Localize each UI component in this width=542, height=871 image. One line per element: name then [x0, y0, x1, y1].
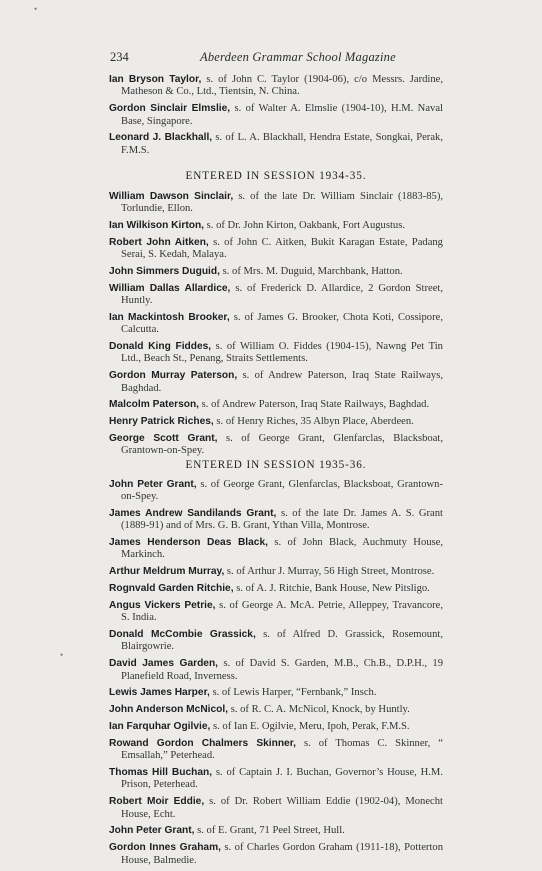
entry-description: s. of Frederick D. Allardice, 2 Gordon Street, Huntly. — [121, 282, 444, 307]
entries-list-1934 — [109, 191, 443, 458]
entry-item — [109, 399, 443, 411]
entry-name: Lewis James Harper, — [109, 687, 210, 699]
entry-description: s. of Arthur J. Murray, 56 High Street, Montrose. — [224, 566, 435, 578]
entry-item — [109, 738, 443, 763]
entry-item — [109, 220, 443, 232]
entry-name: Gordon Murray Paterson, — [109, 370, 238, 382]
entry-item — [109, 479, 443, 504]
entry-name: William Dallas Allardice, — [109, 282, 231, 294]
entry-name: John Simmers Duguid, — [109, 265, 220, 277]
entry-name: Leonard J. Blackhall, — [109, 132, 213, 144]
entry-description: s. of Henry Riches, 35 Albyn Place, Aberdeen. — [213, 416, 414, 428]
entry-description: s. of Charles Gordon Graham (1911-18), Potterton House, Balmedie. — [121, 842, 443, 866]
entry-description: s. of the late Dr. James A. S. Grant (1889-91) and of Mrs. G. B. Grant, Ythan Villa, Montrose. — [121, 507, 443, 532]
entry-name: John Anderson McNicol, — [109, 704, 229, 716]
entry-item — [109, 566, 443, 578]
entry-name: Henry Patrick Riches, — [109, 416, 214, 428]
entry-description: s. of John C. Taylor (1904-06), c/o Messrs. Jardine, Matheson & Co., Ltd., Tientsin, N. China. — [121, 74, 444, 98]
entry-item — [109, 704, 443, 716]
entry-description: s. of Ian E. Ogilvie, Meru, Ipoh, Perak, F.M.S. — [210, 721, 410, 733]
entry-description: s. of A. J. Ritchie, Bank House, New Pitsligo. — [233, 583, 430, 595]
entry-item — [109, 629, 443, 654]
entry-item — [109, 312, 443, 337]
entry-description: s. of E. Grant, 71 Peel Street, Hull. — [194, 825, 345, 837]
entry-name: Ian Mackintosh Brooker, — [109, 311, 230, 323]
speck-mark: • — [60, 650, 64, 660]
section-heading-1934: ENTERED IN SESSION 1934-35. — [185, 170, 367, 183]
continued-entries-list — [109, 74, 443, 157]
entry-description: s. of James G. Brooker, Chota Koti, Cossipore, Calcutta. — [121, 311, 443, 336]
entry-description: s. of David S. Garden, M.B., Ch.B., D.P.H., 19 Planefield Road, Inverness. — [121, 658, 444, 682]
entry-item — [109, 237, 443, 262]
entry-description: s. of John C. Aitken, Bukit Karagan Estate, Padang Serai, S. Kedah, Malaya. — [121, 236, 443, 261]
entry-name: Ian Farquhar Ogilvie, — [109, 721, 211, 733]
entry-name: Robert John Aitken, — [109, 236, 209, 248]
entry-item — [109, 103, 443, 128]
entry-description: s. of Captain J. I. Buchan, Governor’s House, H.M. Prison, Peterhead. — [121, 767, 443, 791]
entry-description: s. of R. C. A. McNicol, Knock, by Huntly. — [228, 704, 410, 716]
entry-description: s. of George Grant, Glenfarclas, Blacksboat, Grantown-on-Spey. — [121, 433, 444, 457]
entry-name: Rognvald Garden Ritchie, — [109, 583, 234, 595]
entry-item — [109, 842, 443, 867]
entry-description: s. of Walter A. Elmslie (1904-10), H.M. Naval Base, Singapore. — [121, 103, 443, 127]
entry-item — [109, 767, 443, 792]
entry-name: Angus Vickers Petrie, — [109, 599, 216, 611]
entry-item — [109, 687, 443, 699]
entry-description: s. of George A. McA. Petrie, Alleppey, Travancore, S. India. — [121, 599, 443, 624]
entry-description: s. of Andrew Paterson, Iraq State Railways, Baghdad. — [121, 370, 443, 394]
entry-description: s. of Mrs. M. Duguid, Marchbank, Hatton. — [219, 265, 403, 277]
entry-item — [109, 341, 443, 366]
entry-item — [109, 796, 443, 821]
entry-name: Ian Wilkison Kirton, — [109, 219, 204, 231]
entries-list-1935 — [109, 479, 443, 867]
entry-item — [109, 132, 443, 157]
entry-name: Thomas Hill Buchan, — [109, 767, 213, 779]
entry-item — [109, 74, 443, 99]
entry-name: James Henderson Deas Black, — [109, 537, 268, 549]
entry-name: John Peter Grant, — [109, 825, 195, 837]
entry-item — [109, 600, 443, 625]
entry-name: Gordon Innes Graham, — [109, 842, 221, 854]
entry-name: John Peter Grant, — [109, 478, 197, 490]
entry-item — [109, 658, 443, 683]
entry-name: Donald McCombie Grassick, — [109, 629, 256, 641]
entry-name: George Scott Grant, — [109, 433, 218, 445]
entry-description: s. of Dr. Robert William Eddie (1902-04), Monecht House, Echt. — [121, 796, 443, 820]
entry-description: s. of Andrew Paterson, Iraq State Railways, Baghdad. — [199, 399, 430, 411]
entry-item — [109, 416, 443, 428]
page-number: 234 — [110, 50, 129, 64]
section-heading-1935: ENTERED IN SESSION 1935-36. — [185, 459, 367, 472]
entry-description: s. of Alfred D. Grassick, Rosemount, Blairgowrie. — [121, 629, 443, 653]
entry-item — [109, 191, 443, 216]
entry-description: s. of William O. Fiddes (1904-15), Nawng Pet Tin Ltd., Beach St., Penang, Straits Settlements. — [121, 341, 443, 365]
entry-item — [109, 370, 443, 395]
entry-item — [109, 283, 443, 308]
entry-description: s. of George Grant, Glenfarclas, Blacksboat, Grantown-on-Spey. — [121, 478, 443, 503]
page-content — [109, 74, 443, 871]
entry-name: Robert Moir Eddie, — [109, 796, 205, 808]
entry-description: s. of Dr. John Kirton, Oakbank, Fort Augustus. — [204, 219, 405, 231]
entry-name: David James Garden, — [109, 658, 219, 670]
entry-name: Arthur Meldrum Murray, — [109, 566, 225, 578]
entry-description: s. of John Black, Auchmuty House, Markinch. — [121, 537, 444, 561]
entry-name: Rowand Gordon Chalmers Skinner, — [109, 737, 296, 749]
entry-description: s. of L. A. Blackhall, Hendra Estate, Songkai, Perak, F.M.S. — [121, 132, 443, 156]
entry-item — [109, 537, 443, 562]
entry-item — [109, 583, 443, 595]
entry-name: James Andrew Sandilands Grant, — [109, 507, 277, 519]
entry-name: Malcolm Paterson, — [109, 399, 200, 411]
entry-item — [109, 433, 443, 458]
entry-item — [109, 721, 443, 733]
entry-item — [109, 266, 443, 278]
entry-name: Gordon Sinclair Elmslie, — [109, 103, 231, 115]
running-title: Aberdeen Grammar School Magazine — [200, 50, 396, 64]
speck-mark: • — [34, 4, 38, 14]
entry-name: William Dawson Sinclair, — [109, 190, 234, 202]
entry-description: s. of Lewis Harper, “Fernbank,” Insch. — [209, 687, 377, 699]
entry-description: s. of Thomas C. Skinner, “ Emsallah,” Peterhead. — [121, 737, 443, 762]
entry-description: s. of the late Dr. William Sinclair (1883-85), Torlundie, Ellon. — [121, 190, 443, 215]
entry-item — [109, 508, 443, 533]
entry-item — [109, 825, 443, 837]
entry-name: Ian Bryson Taylor, — [109, 74, 202, 85]
entry-name: Donald King Fiddes, — [109, 341, 212, 353]
